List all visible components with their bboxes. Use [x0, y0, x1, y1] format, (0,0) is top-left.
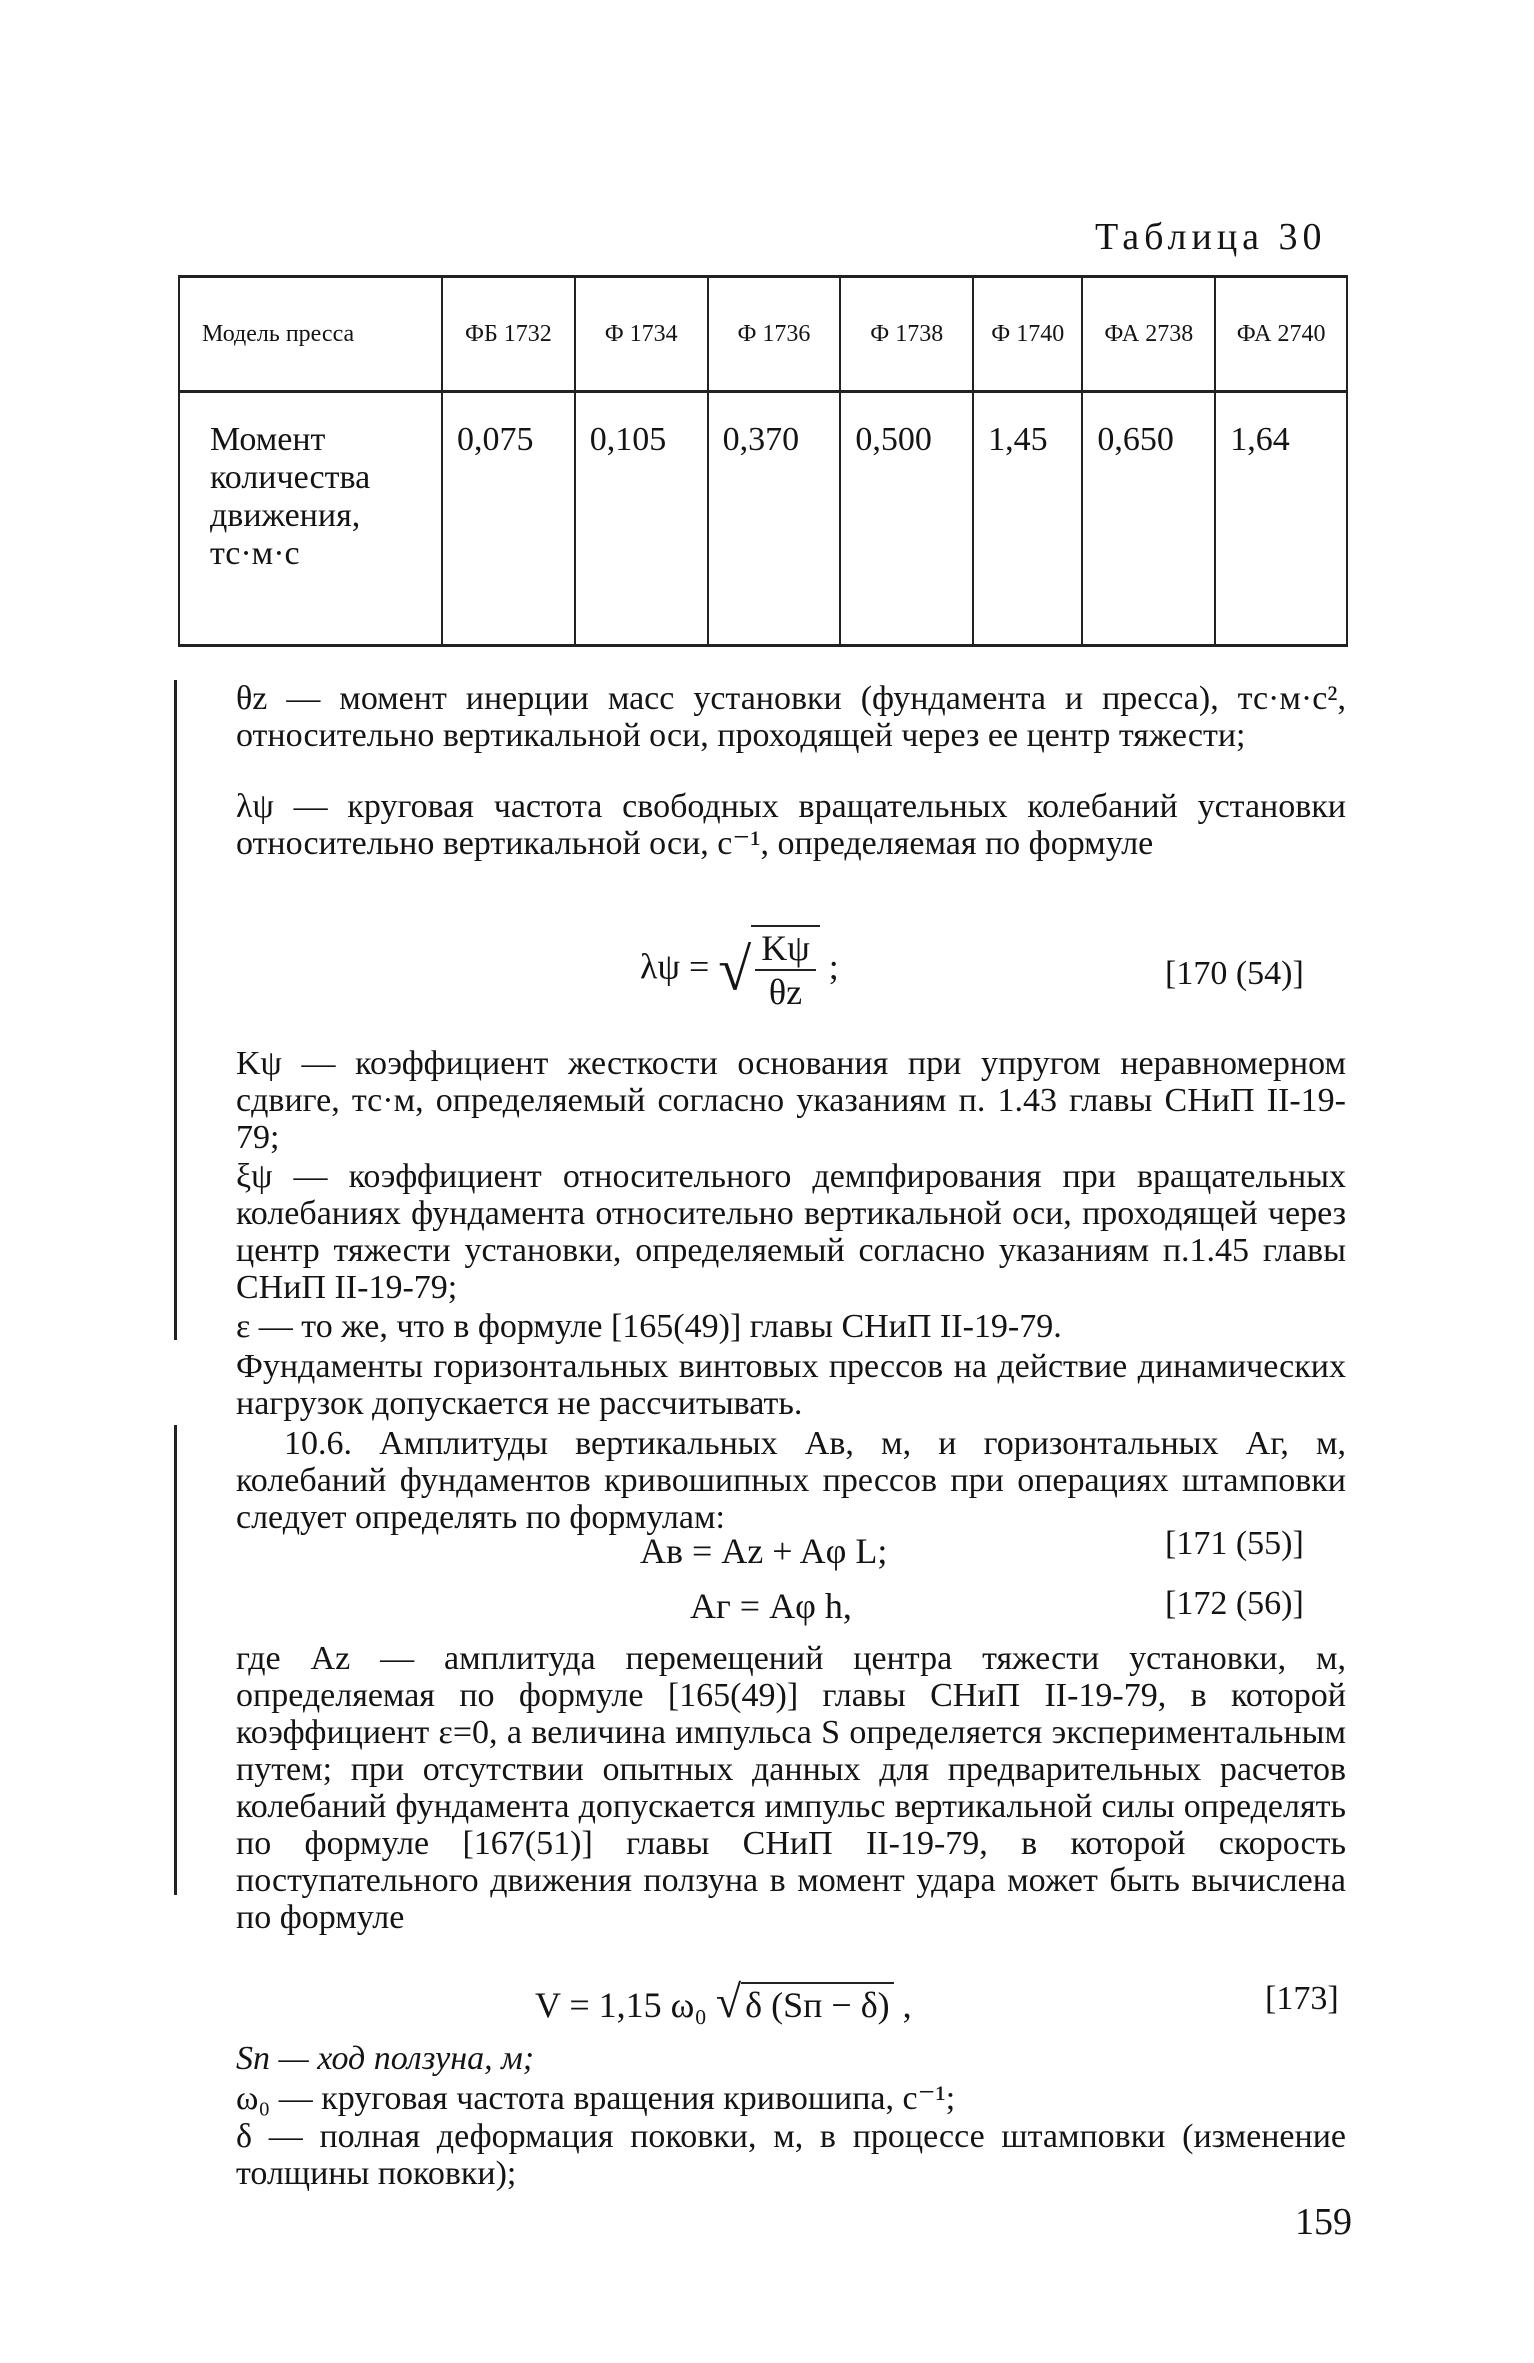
table-header-cell: ФА 2740: [1215, 277, 1347, 392]
margin-bar: [174, 1425, 177, 1895]
paragraph: δ — полная деформация поковки, м, в процессе штамповки (изменение толщины поковки);: [236, 2118, 1346, 2192]
row-label: Момент количества движения, тс·м·с: [179, 392, 442, 646]
formula-text: ,: [902, 1985, 912, 2025]
press-table: [178, 275, 1348, 647]
page-number: 159: [1295, 2201, 1352, 2243]
table-header-cell: Ф 1734: [575, 277, 708, 392]
formula-number: [173]: [1265, 1980, 1339, 2017]
table-row: [179, 392, 1347, 646]
radical-sign: √: [718, 936, 752, 1003]
formula-text: ;: [828, 946, 839, 987]
table-cell: 1,45: [973, 392, 1082, 646]
formula-number: [170 (54)]: [1165, 955, 1304, 992]
formula-denominator: θz: [768, 972, 803, 1012]
paragraph: ε — то же, что в формуле [165(49)] главы СНиП II-19-79.: [236, 1308, 1062, 1345]
formula-number: [171 (55)]: [1165, 1525, 1304, 1562]
paragraph: Фундаменты горизонтальных винтовых прессов на действие динамических нагрузок допускается не рассчитывать.: [236, 1348, 1346, 1422]
paragraph: Kψ — коэффициент жесткости основания при упругом неравномерном сдвиге, тс·м, определяемый согласно указаниям п. 1.43 главы СНиП II-19-79;: [236, 1045, 1346, 1156]
margin-bar: [174, 680, 177, 1340]
paragraph: 10.6. Амплитуды вертикальных Aв, м, и горизонтальных Aг, м, колебаний фундаментов кривошипных прессов при операциях штамповки следует определять по формулам:: [236, 1425, 1346, 1536]
formula-numerator: Kψ: [755, 927, 816, 971]
table-cell: 0,500: [840, 392, 973, 646]
formula-text: λψ =: [640, 946, 710, 987]
table-cell: 0,370: [708, 392, 841, 646]
formula-172: Aг = Aφ h,: [690, 1586, 852, 1626]
formula-number: [172 (56)]: [1165, 1585, 1304, 1622]
table-header-cell: Ф 1740: [973, 277, 1082, 392]
table-cell: 1,64: [1215, 392, 1347, 646]
table-header-row: [179, 277, 1347, 392]
formula-171: Aв = Az + Aφ L;: [640, 1531, 888, 1571]
table-header-cell: Ф 1736: [708, 277, 841, 392]
formula-170: [640, 925, 839, 1013]
formula-text: V = 1,15 ω₀: [535, 1985, 707, 2025]
paragraph: ω₀ — круговая частота вращения кривошипа, с⁻¹;: [236, 2080, 956, 2117]
table-header-cell: ФБ 1732: [442, 277, 575, 392]
paragraph: Sп — ход ползуна, м;: [236, 2040, 535, 2077]
formula-radicand: δ (Sп − δ): [741, 1982, 894, 2026]
table-header-cell: Ф 1738: [840, 277, 973, 392]
table-header-cell: Модель пресса: [179, 277, 442, 392]
formula-173: [535, 1975, 912, 2028]
paragraph: θz — момент инерции масс установки (фундамента и пресса), тс·м·с², относительно вертикальной оси, проходящей через ее центр тяжести;: [236, 680, 1346, 754]
table-header-cell: ФА 2738: [1082, 277, 1215, 392]
table-caption: Таблица 30: [1095, 216, 1327, 258]
table-cell: 0,075: [442, 392, 575, 646]
paragraph: где Az — амплитуда перемещений центра тяжести установки, м, определяемая по формуле [165(49)] главы СНиП II-19-79, в которой коэффициент ε=0, а величина импульса S определяется экспериментальным путем; при отсутствии опытных данных для предварительных расчетов колебаний фундамента допускается импульс вертикальной силы определять по формуле [167(51)] главы СНиП II-19-79, в которой скорость поступательного движения ползуна в момент удара может быть вычислена по формуле: [236, 1640, 1346, 1936]
table-cell: 0,650: [1082, 392, 1215, 646]
paragraph: λψ — круговая частота свободных вращательных колебаний установки относительно вертикальной оси, с⁻¹, определяемая по формуле: [236, 788, 1346, 862]
radical-sign: √: [715, 1976, 742, 2027]
paragraph: ξψ — коэффициент относительного демпфирования при вращательных колебаниях фундамента относительно вертикальной оси, проходящей через центр тяжести установки, определяемый согласно указаниям п.1.45 главы СНиП II-19-79;: [236, 1158, 1346, 1306]
table-cell: 0,105: [575, 392, 708, 646]
